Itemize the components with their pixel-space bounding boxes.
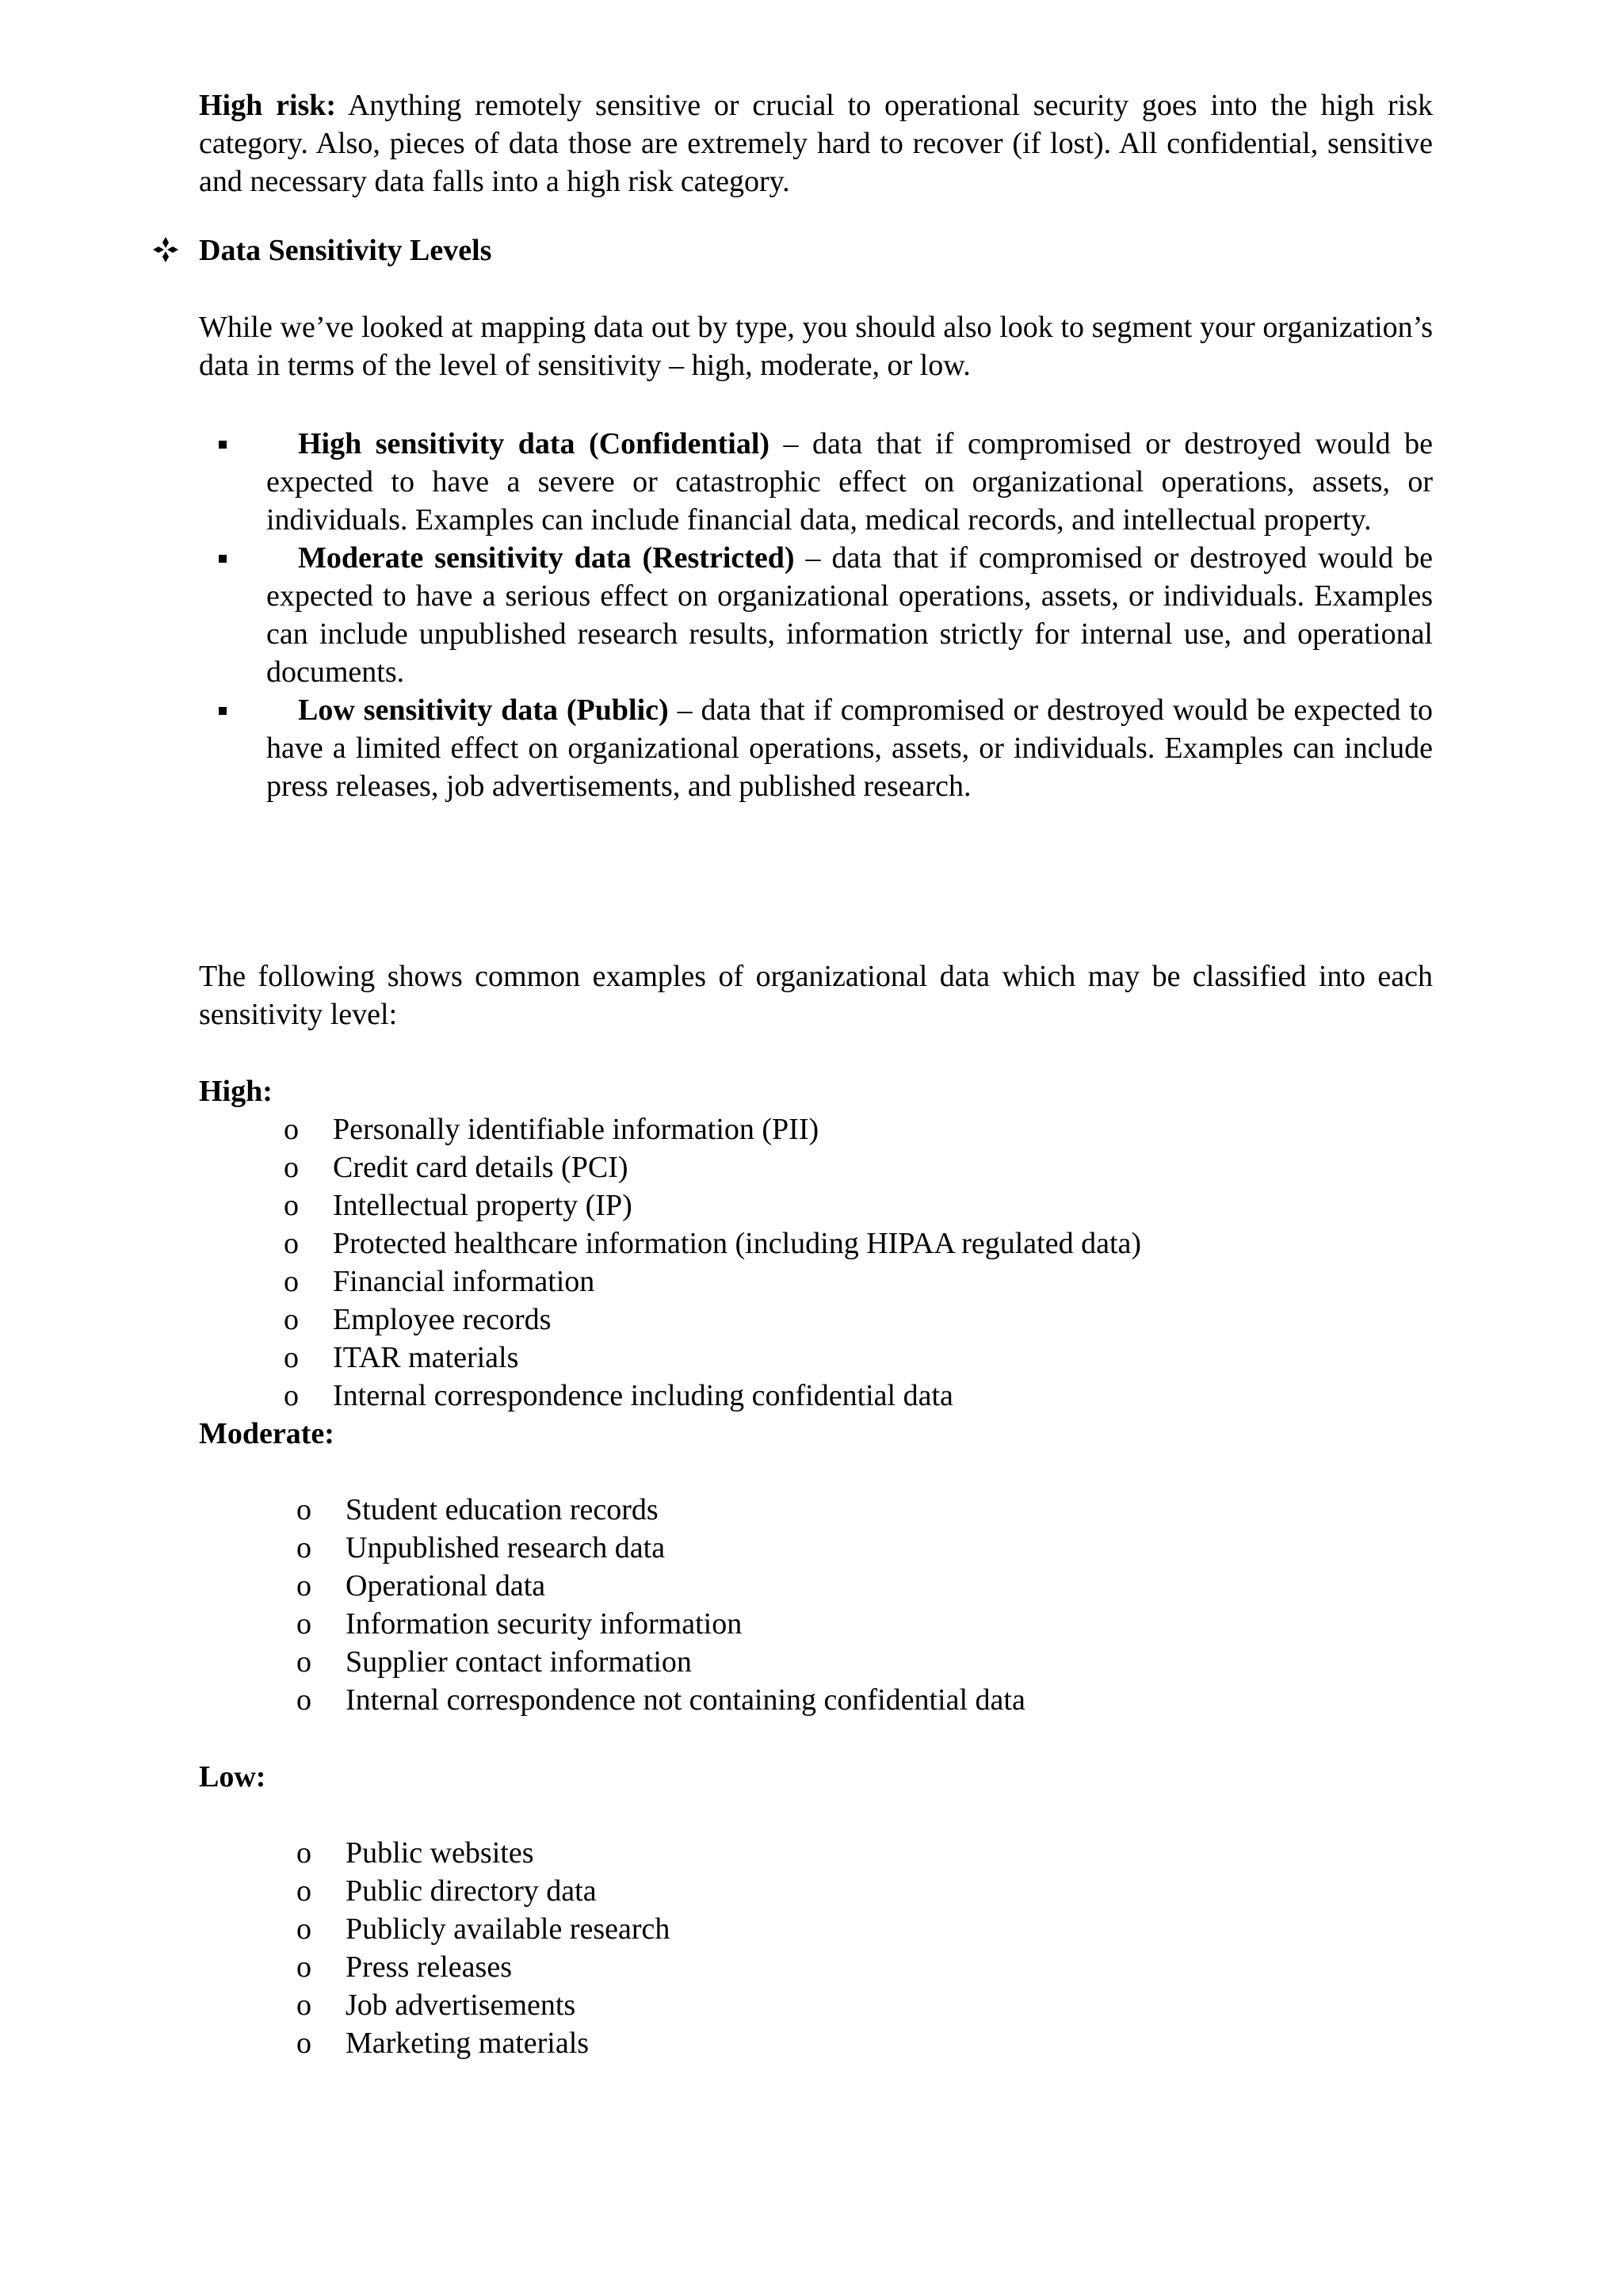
- list-item: o Internal correspondence not containing confidential data: [296, 1681, 1025, 1719]
- circle-bullet-icon: o: [284, 1151, 299, 1184]
- circle-bullet-icon: o: [296, 1874, 311, 1908]
- list-item: o Public directory data: [296, 1872, 670, 1910]
- circle-bullet-icon: o: [296, 1645, 311, 1679]
- list-item: o Supplier contact information: [296, 1643, 1025, 1681]
- square-bullet-icon: [219, 441, 227, 449]
- level-text: – data that if compromised or destroyed would be expected to have a serious effect on organizational operations, assets, or individuals. Examples can include unpublished research results, information strictly for internal use, and operational documents.: [266, 541, 1433, 689]
- circle-bullet-icon: o: [296, 1569, 311, 1603]
- list-item: o Personally identifiable information (PII): [284, 1110, 1141, 1148]
- list-item: o Publicly available research: [296, 1910, 670, 1948]
- list-item: o Financial information: [284, 1263, 1141, 1301]
- level-item-moderate: [199, 539, 1433, 691]
- level-text: – data that if compromised or destroyed would be expected to have a severe or catastrophic effect on organizational operations, assets, or individuals. Examples can include financial data, medical records, and intellectual property.: [266, 427, 1433, 537]
- list-item: o Operational data: [296, 1567, 1025, 1605]
- list-item: o Information security information: [296, 1605, 1025, 1643]
- circle-bullet-icon: o: [284, 1303, 299, 1336]
- high-risk-paragraph: [199, 86, 1433, 201]
- level-label: Moderate sensitivity data (Restricted): [298, 541, 795, 575]
- list-item: o Press releases: [296, 1948, 670, 1986]
- high-label: High:: [199, 1075, 273, 1108]
- high-risk-text: Anything remotely sensitive or crucial to operational security goes into the high risk category. Also, pieces of data those are extremely hard to recover (if lost). All confidential, sensitive and necessary data falls into a high risk category.: [199, 89, 1433, 198]
- circle-bullet-icon: o: [296, 1683, 311, 1717]
- moderate-label: Moderate:: [199, 1417, 334, 1450]
- sensitivity-levels-list: [199, 425, 1433, 805]
- level-label: Low sensitivity data (Public): [298, 693, 669, 727]
- circle-bullet-icon: o: [296, 1493, 311, 1526]
- circle-bullet-icon: o: [284, 1113, 299, 1146]
- examples-intro: [199, 957, 1433, 1033]
- circle-bullet-icon: o: [284, 1265, 299, 1298]
- list-item: o Student education records: [296, 1491, 1025, 1529]
- circle-bullet-icon: o: [296, 1950, 311, 1984]
- list-item: o Job advertisements: [296, 1986, 670, 2024]
- moderate-examples-list: [296, 1491, 1025, 1719]
- circle-bullet-icon: o: [296, 1912, 311, 1946]
- list-item: o Credit card details (PCI): [284, 1148, 1141, 1186]
- section-intro: [199, 308, 1433, 384]
- section-intro-text: While we’ve looked at mapping data out by type, you should also look to segment your organization’s data in terms of the level of sensitivity – high, moderate, or low.: [199, 311, 1433, 382]
- level-text: – data that if compromised or destroyed would be expected to have a limited effect on organizational operations, assets, or individuals. Examples can include press releases, job advertisements, and published research.: [266, 693, 1434, 803]
- high-risk-label: High risk:: [199, 89, 337, 122]
- circle-bullet-icon: o: [296, 1607, 311, 1641]
- list-item: o Internal correspondence including confidential data: [284, 1377, 1141, 1415]
- examples-intro-text: The following shows common examples of organizational data which may be classified into each sensitivity level:: [199, 960, 1433, 1031]
- list-item: o Public websites: [296, 1834, 670, 1872]
- circle-bullet-icon: o: [296, 2027, 311, 2060]
- circle-bullet-icon: o: [284, 1379, 299, 1412]
- square-bullet-icon: [219, 707, 227, 715]
- level-item-low: [199, 691, 1433, 805]
- level-item-high: [199, 425, 1433, 539]
- level-label: High sensitivity data (Confidential): [298, 427, 770, 460]
- circle-bullet-icon: o: [296, 1836, 311, 1870]
- circle-bullet-icon: o: [284, 1341, 299, 1374]
- section-heading: Data Sensitivity Levels: [199, 234, 492, 267]
- high-examples-list: [284, 1110, 1141, 1415]
- list-item: o Protected healthcare information (including HIPAA regulated data): [284, 1224, 1141, 1263]
- list-item: o Marketing materials: [296, 2024, 670, 2062]
- list-item: o ITAR materials: [284, 1339, 1141, 1377]
- list-item: o Unpublished research data: [296, 1529, 1025, 1567]
- circle-bullet-icon: o: [284, 1227, 299, 1260]
- diamond-bullet-icon: [152, 236, 179, 263]
- low-examples-list: [296, 1834, 670, 2062]
- list-item: o Employee records: [284, 1301, 1141, 1339]
- circle-bullet-icon: o: [296, 1988, 311, 2022]
- low-label: Low:: [199, 1760, 266, 1794]
- circle-bullet-icon: o: [284, 1189, 299, 1222]
- square-bullet-icon: [219, 555, 227, 563]
- list-item: o Intellectual property (IP): [284, 1186, 1141, 1224]
- circle-bullet-icon: o: [296, 1531, 311, 1564]
